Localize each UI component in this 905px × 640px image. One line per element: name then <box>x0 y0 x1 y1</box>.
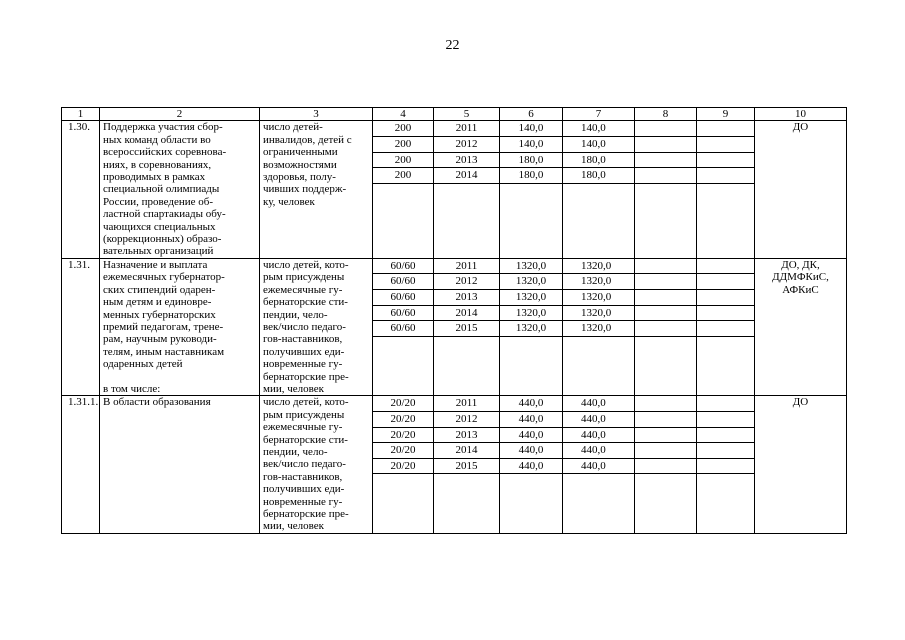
sub-cell: 2011 <box>434 396 499 412</box>
page-number: 22 <box>445 38 460 53</box>
amount-regional <box>563 396 635 533</box>
header-cell: 6 <box>500 108 563 121</box>
sub-cell <box>635 121 696 137</box>
text-line: специальной олимпиады <box>103 183 220 196</box>
sub-cell <box>697 259 754 275</box>
sub-cell: 140,0 <box>500 137 562 153</box>
sub-cell: 1320,0 <box>500 321 562 337</box>
text-line: проводимых в рамках <box>103 171 206 184</box>
text-line: ограниченными <box>263 146 338 159</box>
sub-cell <box>635 259 696 275</box>
text-line: (коррекционных) образо- <box>103 233 222 246</box>
indicator <box>260 121 373 258</box>
header-cell: 9 <box>697 108 755 121</box>
text-line: ежемесячные гу- <box>263 421 343 434</box>
text-line: телям, иным наставникам <box>103 345 225 358</box>
amount-col8 <box>635 396 697 533</box>
text-line: пендии, чело- <box>263 308 328 321</box>
sub-cell <box>697 168 754 184</box>
sub-cell: 440,0 <box>500 428 562 444</box>
text-line: в том числе: <box>103 382 161 395</box>
measure-name <box>100 396 260 533</box>
text-line: число детей, кото- <box>263 258 349 271</box>
text-line: гов-наставников, <box>263 470 343 483</box>
sub-cell: 440,0 <box>500 412 562 428</box>
text-line: рам, научным руководи- <box>103 333 217 346</box>
measure-name <box>100 258 260 395</box>
sub-cell: 2015 <box>434 459 499 475</box>
text-line: В области образования <box>103 396 211 409</box>
sub-cell: 2011 <box>434 121 499 137</box>
sub-cell <box>697 321 754 337</box>
text-line: получивших еди- <box>263 483 345 496</box>
sub-cell: 1320,0 <box>563 321 634 337</box>
sub-cell <box>635 459 696 475</box>
amount-regional <box>563 121 635 258</box>
text-line: мии, человек <box>263 520 324 533</box>
sub-cell: 1320,0 <box>500 306 562 322</box>
sub-cell: 1320,0 <box>563 290 634 306</box>
text-line: России, проведение об- <box>103 195 214 208</box>
text-line: чивших поддерж- <box>263 183 347 196</box>
sub-cell <box>635 321 696 337</box>
text-line: ных команд области во <box>103 133 211 146</box>
text-line: число детей- <box>263 121 323 134</box>
text-line: рым присуждены <box>263 271 345 284</box>
sub-cell: 2011 <box>434 259 499 275</box>
text-line: менных губернаторских <box>103 308 216 321</box>
sub-cell: 200 <box>373 121 433 137</box>
text-line: инвалидов, детей с <box>263 133 352 146</box>
header-row <box>62 108 847 121</box>
header-cell: 1 <box>62 108 100 121</box>
sub-cell: 60/60 <box>373 321 433 337</box>
sub-cell: 60/60 <box>373 274 433 290</box>
amount-total <box>500 258 563 395</box>
text-line: возможностями <box>263 158 337 171</box>
sub-cell: 1320,0 <box>563 306 634 322</box>
text-line <box>103 371 256 383</box>
sub-cell <box>635 290 696 306</box>
text-line: ДО <box>792 396 809 409</box>
text-line: премий педагогам, трене- <box>103 320 224 333</box>
table-row <box>62 258 847 395</box>
sub-cell <box>697 153 754 169</box>
sub-cell: 60/60 <box>373 290 433 306</box>
text-line: получивших еди- <box>263 345 345 358</box>
sub-cell: 1320,0 <box>563 259 634 275</box>
sub-cell: 2014 <box>434 306 499 322</box>
amount-col9 <box>697 396 755 533</box>
sub-cell: 60/60 <box>373 259 433 275</box>
sub-cell <box>697 459 754 475</box>
header-cell: 3 <box>260 108 373 121</box>
sub-cell: 440,0 <box>500 459 562 475</box>
indicator-value <box>373 396 434 533</box>
sub-cell <box>635 153 696 169</box>
amount-col8 <box>635 121 697 258</box>
sub-cell <box>697 412 754 428</box>
sub-cell: 2012 <box>434 412 499 428</box>
text-line: Поддержка участия сбор- <box>103 121 223 134</box>
text-line: новременные гу- <box>263 358 343 371</box>
text-line: пендии, чело- <box>263 445 328 458</box>
indicator <box>260 396 373 533</box>
text-line: рым присуждены <box>263 408 345 421</box>
text-line: бернаторские сти- <box>263 296 348 309</box>
program-table <box>61 107 847 534</box>
sub-cell: 2015 <box>434 321 499 337</box>
text-line: ниях, в соревнованиях, <box>103 158 212 171</box>
year <box>434 396 500 533</box>
text-line: ДО, ДК, <box>781 258 820 271</box>
year <box>434 258 500 395</box>
text-line: чающихся специальных <box>103 220 216 233</box>
sub-cell <box>635 168 696 184</box>
sub-cell: 140,0 <box>500 121 562 137</box>
sub-cell <box>697 396 754 412</box>
sub-cell: 200 <box>373 153 433 169</box>
sub-cell <box>697 443 754 459</box>
text-line: ластной спартакиады обу- <box>103 208 226 221</box>
sub-cell: 440,0 <box>563 396 634 412</box>
text-line: ным детям и единовре- <box>103 296 212 309</box>
sub-cell <box>635 137 696 153</box>
sub-cell: 1320,0 <box>500 259 562 275</box>
sub-cell: 440,0 <box>563 459 634 475</box>
sub-cell: 20/20 <box>373 412 433 428</box>
sub-cell: 20/20 <box>373 396 433 412</box>
sub-cell <box>635 412 696 428</box>
year <box>434 121 500 258</box>
amount-col8 <box>635 258 697 395</box>
table-row <box>62 396 847 533</box>
sub-cell: 2013 <box>434 153 499 169</box>
sub-cell <box>635 274 696 290</box>
sub-cell: 2013 <box>434 290 499 306</box>
text-line: ку, человек <box>263 195 315 208</box>
sub-cell: 2012 <box>434 274 499 290</box>
sub-cell: 200 <box>373 137 433 153</box>
text-line: бернаторские сти- <box>263 433 348 446</box>
text-line: число детей, кото- <box>263 396 349 409</box>
text-line: мии, человек <box>263 382 324 395</box>
text-line: всероссийских соревнова- <box>103 146 227 159</box>
text-line: ежемесячные гу- <box>263 283 343 296</box>
sub-cell: 140,0 <box>563 121 634 137</box>
text-line: ДДМФКиС, <box>772 271 829 284</box>
sub-cell: 440,0 <box>500 396 562 412</box>
text-line: бернаторские пре- <box>263 370 349 383</box>
sub-cell <box>697 121 754 137</box>
text-line: ежемесячных губернатор- <box>103 271 225 284</box>
sub-cell <box>635 396 696 412</box>
sub-cell: 440,0 <box>500 443 562 459</box>
sub-cell: 180,0 <box>500 168 562 184</box>
sub-cell: 20/20 <box>373 459 433 475</box>
sub-cell: 2014 <box>434 443 499 459</box>
amount-total <box>500 396 563 533</box>
text-line: одаренных детей <box>103 358 183 371</box>
text-line: новременные гу- <box>263 495 343 508</box>
measure-name <box>100 121 260 258</box>
executor <box>755 258 847 395</box>
text-line: Назначение и выплата <box>103 258 208 271</box>
header-cell: 10 <box>755 108 847 121</box>
sub-cell: 140,0 <box>563 137 634 153</box>
sub-cell: 2013 <box>434 428 499 444</box>
sub-cell: 1320,0 <box>500 274 562 290</box>
sub-cell: 440,0 <box>563 443 634 459</box>
row-number: 1.30. <box>62 121 100 258</box>
text-line: ДО <box>792 121 809 134</box>
sub-cell: 20/20 <box>373 443 433 459</box>
text-line: АФКиС <box>782 283 819 296</box>
amount-col9 <box>697 121 755 258</box>
sub-cell: 2014 <box>434 168 499 184</box>
sub-cell: 1320,0 <box>563 274 634 290</box>
sub-cell: 180,0 <box>563 168 634 184</box>
sub-cell <box>697 137 754 153</box>
amount-regional <box>563 258 635 395</box>
sub-cell: 200 <box>373 168 433 184</box>
sub-cell: 440,0 <box>563 412 634 428</box>
sub-cell <box>635 443 696 459</box>
text-line: здоровья, полу- <box>263 171 336 184</box>
row-number: 1.31.1. <box>62 396 100 533</box>
sub-cell: 440,0 <box>563 428 634 444</box>
header-cell: 8 <box>635 108 697 121</box>
sub-cell <box>697 428 754 444</box>
sub-cell <box>635 306 696 322</box>
sub-cell: 1320,0 <box>500 290 562 306</box>
executor <box>755 396 847 533</box>
text-line: гов-наставников, <box>263 333 343 346</box>
table-row <box>62 121 847 258</box>
row-number: 1.31. <box>62 258 100 395</box>
sub-cell: 60/60 <box>373 306 433 322</box>
sub-cell: 2012 <box>434 137 499 153</box>
sub-cell: 20/20 <box>373 428 433 444</box>
header-cell: 4 <box>373 108 434 121</box>
indicator-value <box>373 258 434 395</box>
header-cell: 7 <box>563 108 635 121</box>
header-cell: 2 <box>100 108 260 121</box>
indicator-value <box>373 121 434 258</box>
text-line: вательных организаций <box>103 245 214 258</box>
sub-cell <box>697 274 754 290</box>
sub-cell: 180,0 <box>500 153 562 169</box>
sub-cell <box>697 290 754 306</box>
text-line: век/число педаго- <box>263 458 346 471</box>
text-line: ских стипендий одарен- <box>103 283 216 296</box>
sub-cell: 180,0 <box>563 153 634 169</box>
text-line: бернаторские пре- <box>263 508 349 520</box>
header-cell: 5 <box>434 108 500 121</box>
amount-col9 <box>697 258 755 395</box>
sub-cell <box>635 428 696 444</box>
amount-total <box>500 121 563 258</box>
executor <box>755 121 847 258</box>
indicator <box>260 258 373 395</box>
sub-cell <box>697 306 754 322</box>
text-line: век/число педаго- <box>263 320 346 333</box>
